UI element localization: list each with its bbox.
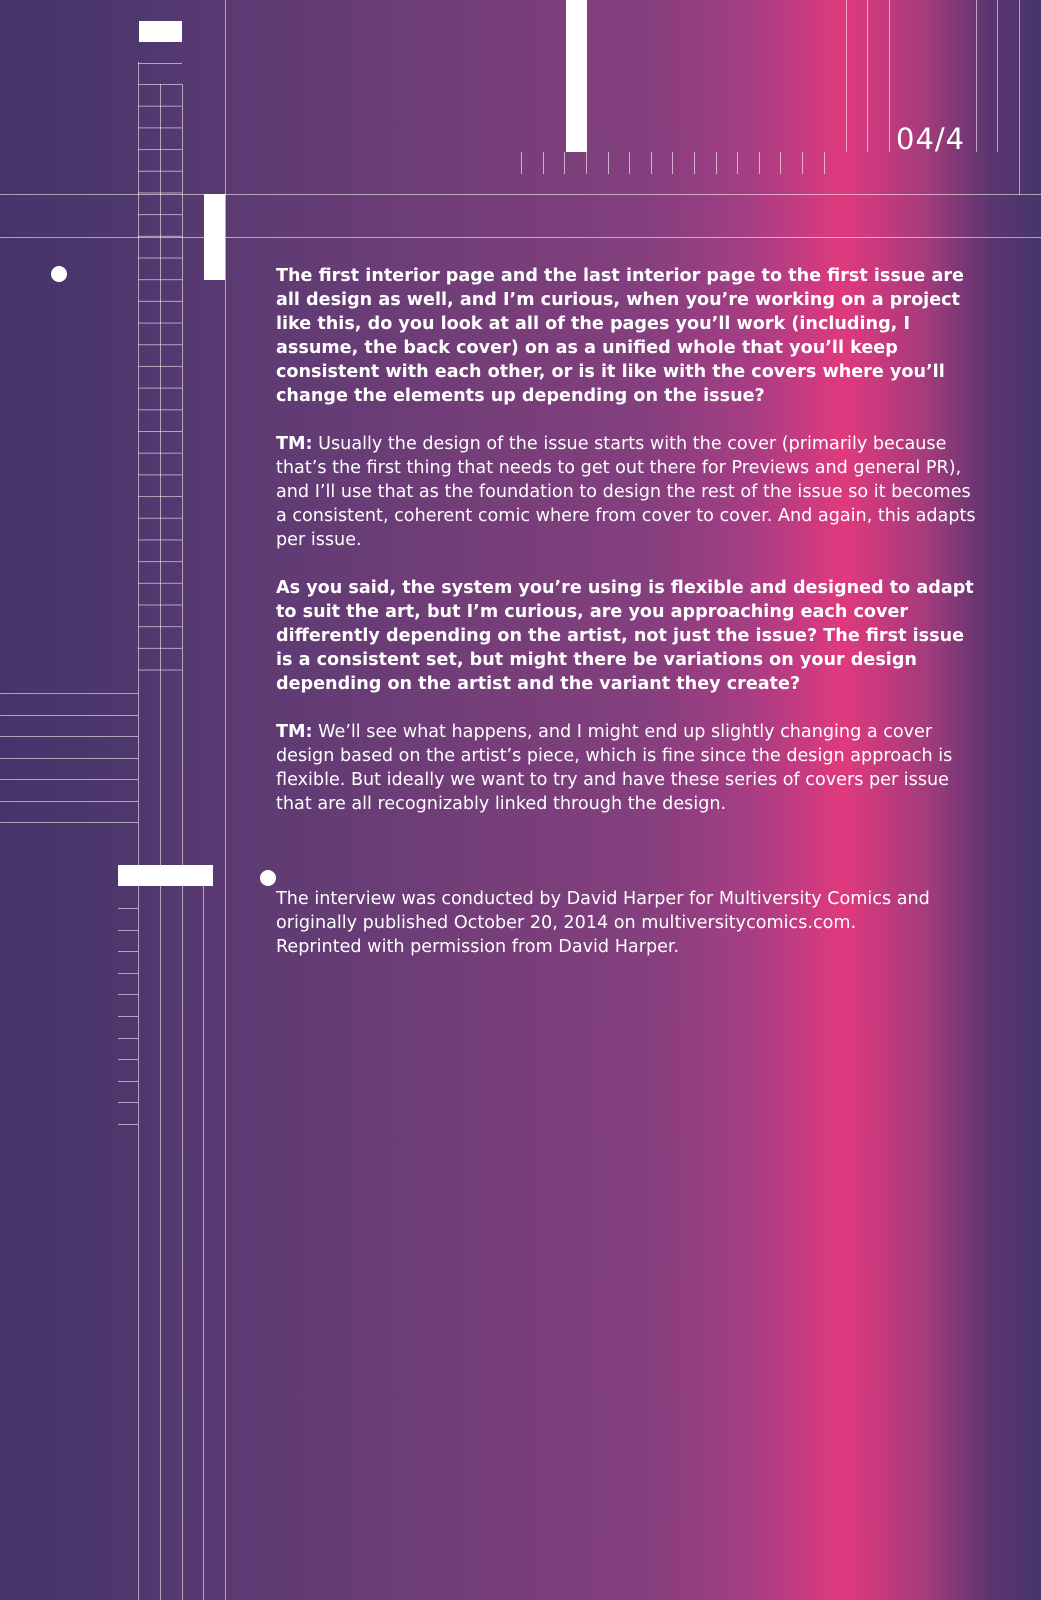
bullet-dot <box>51 266 67 282</box>
vertical-rule <box>1019 0 1020 195</box>
speaker-label: TM: <box>276 722 313 742</box>
ruler-tick <box>780 152 781 174</box>
answer-text: We’ll see what happens, and I might end up slightly changing a cover design based on the artist’s piece, which is fine since the design approach is flexible. But ideally we want to try and have these series of covers per issue that are all recognizably linked through the design. <box>276 722 953 814</box>
left-rule <box>0 715 138 716</box>
ruler-tick <box>651 152 652 174</box>
short-tick <box>118 930 138 931</box>
credit-note <box>276 887 986 959</box>
vertical-rule <box>997 0 998 152</box>
vertical-rule <box>976 0 977 152</box>
interview-answer <box>276 720 986 816</box>
mid-left-block <box>118 865 213 886</box>
ruler-tick <box>824 152 825 174</box>
vertical-rule <box>867 0 868 152</box>
answer-text: Usually the design of the issue starts with the cover (primarily because that’s the first thing that needs to get out there for Previews and general PR), and I’ll use that as the foundation to design the rest of the issue so it becomes a consistent, coherent comic where from cover to cover. And again, this adapts per issue. <box>276 434 976 550</box>
ruler-tick <box>564 152 565 174</box>
ruler-tick <box>543 152 544 174</box>
left-rule <box>0 758 138 759</box>
left-rule <box>0 693 138 694</box>
short-tick <box>118 1016 138 1017</box>
ruler-tick <box>672 152 673 174</box>
ruler-tick <box>521 152 522 174</box>
grid-block <box>138 84 182 678</box>
left-rule <box>0 736 138 737</box>
interview-question: As you said, the system you’re using is flexible and designed to adapt to suit the art, but I’m curious, are you approaching each cover differently depending on the artist, not just the issue? The first issue is a consistent set, but might there be variations on your design depending on the artist and the variant they create? <box>276 578 974 694</box>
left-rule <box>0 779 138 780</box>
vertical-rule <box>182 84 183 1600</box>
ruler-tick <box>694 152 695 174</box>
credit-line: originally published October 20, 2014 on multiversitycomics.com. <box>276 913 857 933</box>
short-tick <box>118 1038 138 1039</box>
short-tick <box>118 1102 138 1103</box>
ruler-tick <box>737 152 738 174</box>
horizontal-rule <box>0 194 1041 195</box>
vertical-rule <box>225 0 226 1600</box>
short-tick <box>118 973 138 974</box>
bullet-dot <box>260 870 276 886</box>
short-tick <box>118 951 138 952</box>
vertical-rule <box>889 0 890 152</box>
ruler-tick <box>586 152 587 174</box>
top-left-block <box>139 21 182 42</box>
interview-answer <box>276 432 986 552</box>
ruler-tick <box>759 152 760 174</box>
vertical-bar-top <box>566 0 587 152</box>
interview-body <box>276 264 986 840</box>
short-tick <box>118 908 138 909</box>
horizontal-rule <box>0 237 1041 238</box>
vertical-rule <box>203 880 204 1600</box>
page-number: 04/4 <box>896 122 966 156</box>
ruler-tick <box>716 152 717 174</box>
credit-line: Reprinted with permission from David Harper. <box>276 937 680 957</box>
short-tick <box>118 1124 138 1125</box>
short-tick <box>118 1081 138 1082</box>
grid-top-rule <box>138 63 182 64</box>
ruler-tick <box>629 152 630 174</box>
left-rule <box>0 822 138 823</box>
left-rule <box>0 801 138 802</box>
ruler-tick <box>608 152 609 174</box>
interview-question: The first interior page and the last interior page to the first issue are all design as well, and I’m curious, when you’re working on a project like this, do you look at all of the pages you’ll work (including, I assume, the back cover) on as a unified whole that you’ll keep consistent with each other, or is it like with the covers where you’ll change the elements up depending on the issue? <box>276 266 964 406</box>
ruler-tick <box>802 152 803 174</box>
short-tick <box>118 1059 138 1060</box>
short-tick <box>118 994 138 995</box>
vertical-rule <box>846 0 847 152</box>
credit-line: The interview was conducted by David Harper for Multiversity Comics and <box>276 889 930 909</box>
speaker-label: TM: <box>276 434 313 454</box>
